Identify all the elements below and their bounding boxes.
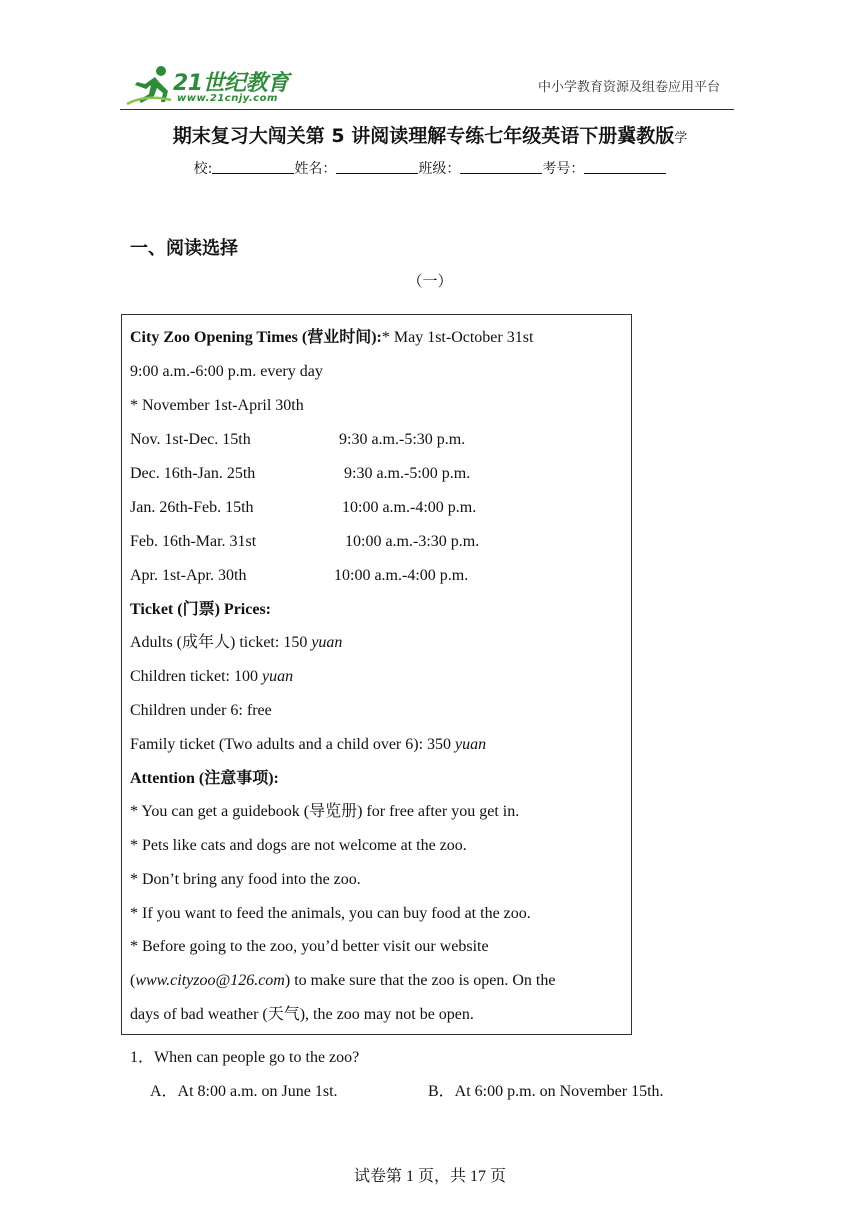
student-info-line — [0, 158, 860, 178]
schedule-hours: 9:30 a.m.-5:00 p.m. — [344, 465, 471, 482]
number-label: 考号： — [542, 161, 585, 177]
name-blank[interactable] — [336, 160, 418, 174]
currency-unit: yuan — [311, 634, 343, 651]
page-header — [120, 60, 734, 110]
question-stem: 1．When can people go to the zoo? — [130, 1049, 360, 1066]
family-ticket-label: Family ticket (Two adults and a child over 6): 350 — [130, 736, 456, 753]
passage-box — [121, 314, 632, 1035]
family-ticket — [130, 735, 486, 755]
weather-line: days of bad weather (天气), the zoo may not be open. — [130, 1006, 474, 1023]
opening-period1: * May 1st-October 31st — [381, 329, 534, 346]
name-label: 姓名： — [294, 161, 337, 177]
schedule-dates: Apr. 1st-Apr. 30th — [130, 567, 247, 584]
school-blank[interactable] — [212, 160, 294, 174]
currency-unit: yuan — [261, 668, 294, 685]
attention-item: * You can get a guidebook (导览册) for free after you get in. — [130, 803, 520, 820]
number-blank[interactable] — [584, 160, 666, 174]
under6-ticket: Children under 6: free — [130, 702, 272, 719]
child-ticket-label: Children ticket: 100 — [130, 668, 262, 685]
logo-url: www.21cnjy.com — [177, 93, 278, 104]
runner-logo-icon — [125, 64, 175, 108]
child-ticket — [130, 667, 293, 687]
site-logo — [125, 64, 325, 108]
schedule-hours: 9:30 a.m.-5:30 p.m. — [339, 431, 466, 448]
website-link[interactable]: www.cityzoo@126.com — [135, 972, 285, 989]
option-a[interactable]: A．At 8:00 a.m. on June 1st. — [150, 1083, 338, 1100]
attention-title: Attention (注意事项): — [130, 770, 279, 787]
ticket-title: Ticket (门票) Prices: — [130, 601, 271, 618]
opening-title: City Zoo Opening Times (营业时间): — [130, 329, 382, 346]
title-tail: 学 — [674, 131, 688, 146]
schedule-dates: Feb. 16th-Mar. 31st — [130, 533, 257, 550]
option-b[interactable]: B．At 6:00 p.m. on November 15th. — [428, 1083, 664, 1100]
attention-item: * Pets like cats and dogs are not welcome at the zoo. — [130, 837, 467, 854]
schedule-hours: 10:00 a.m.-4:00 p.m. — [342, 499, 477, 516]
attention-item: * Don’t bring any food into the zoo. — [130, 871, 361, 888]
school-label: 校: — [193, 161, 213, 177]
schedule-dates: Nov. 1st-Dec. 15th — [130, 431, 251, 448]
website-open-paren: ( — [130, 972, 136, 989]
schedule-row — [130, 498, 477, 518]
schedule-dates: Jan. 26th-Feb. 15th — [130, 499, 254, 516]
schedule-dates: Dec. 16th-Jan. 25th — [130, 465, 256, 482]
schedule-row — [130, 464, 471, 484]
attention-item: * If you want to feed the animals, you can buy food at the zoo. — [130, 905, 531, 922]
platform-name: 中小学教育资源及组卷应用平台 — [537, 80, 720, 95]
schedule-hours: 10:00 a.m.-4:00 p.m. — [334, 567, 469, 584]
schedule-row — [130, 430, 466, 450]
opening-period2: * November 1st-April 30th — [130, 397, 304, 414]
attention-item: * Before going to the zoo, you’d better visit our website — [130, 938, 489, 955]
subsection-title: （一） — [407, 272, 453, 290]
adult-ticket — [130, 633, 342, 653]
opening-everyday: 9:00 a.m.-6:00 p.m. every day — [130, 363, 323, 380]
schedule-hours: 10:00 a.m.-3:30 p.m. — [345, 533, 480, 550]
section-title: 一、阅读选择 — [130, 238, 238, 259]
currency-unit: yuan — [455, 736, 487, 753]
logo-text: 21世纪教育 — [173, 71, 289, 96]
website-line — [130, 971, 555, 991]
header-divider — [120, 109, 734, 110]
title-main: 期末复习大闯关第 5 讲阅读理解专练七年级英语下册冀教版 — [172, 125, 675, 147]
adult-ticket-label: Adults (成年人) ticket: 150 — [130, 634, 312, 651]
page-title — [0, 121, 860, 148]
schedule-row — [130, 566, 469, 586]
website-rest: ) to make sure that the zoo is open. On the — [284, 972, 556, 989]
class-label: 班级： — [418, 161, 461, 177]
schedule-row — [130, 532, 480, 552]
page-footer: 试卷第 1 页，共 17 页 — [353, 1168, 506, 1185]
opening-title-line — [130, 328, 533, 348]
class-blank[interactable] — [460, 160, 542, 174]
